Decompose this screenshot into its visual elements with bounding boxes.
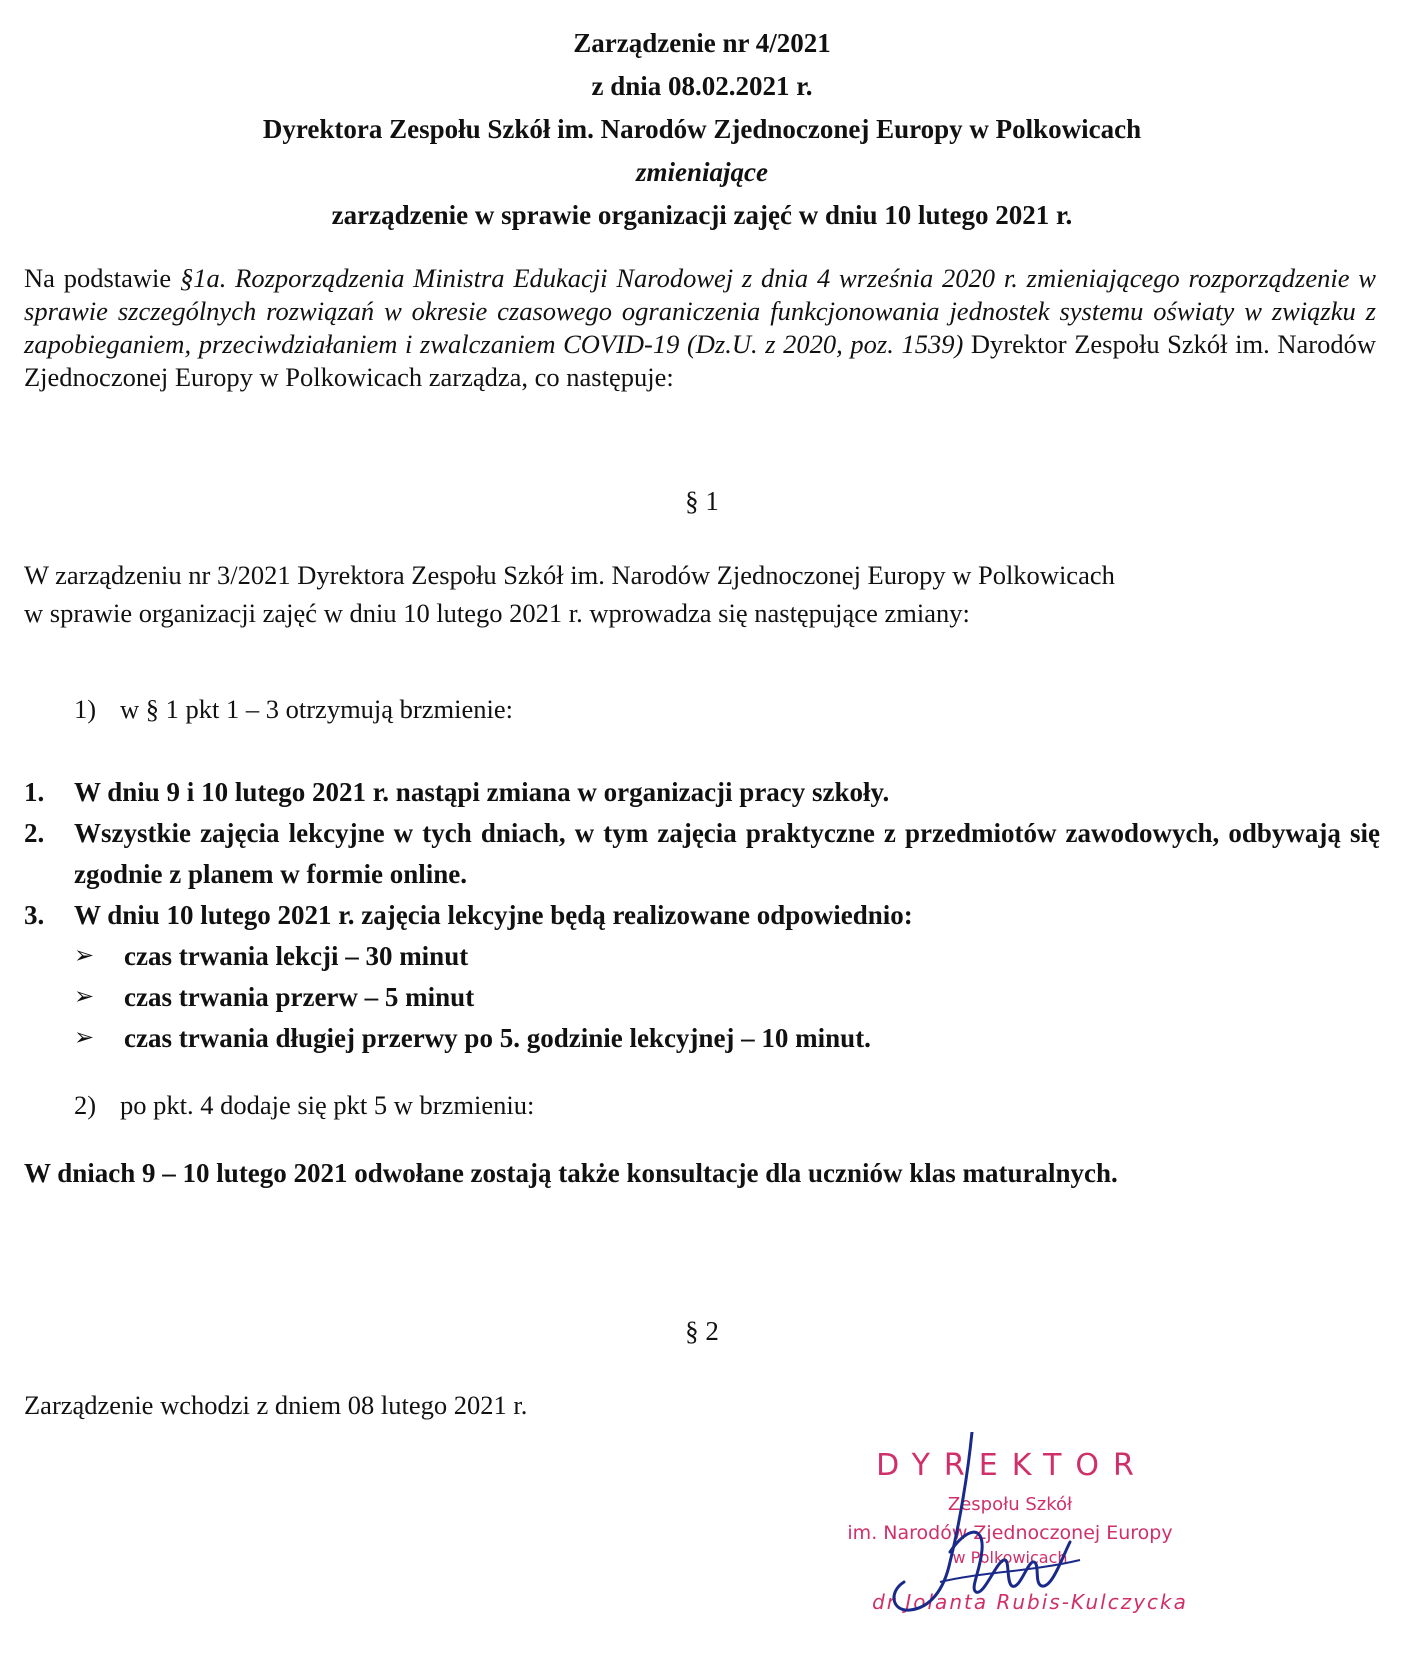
bullet-item bbox=[74, 1018, 1380, 1059]
intro-prefix: Na podstawie bbox=[24, 263, 180, 293]
stamp-line-1: Zespołu Szkół bbox=[947, 1494, 1073, 1515]
change-2-number: 2) bbox=[74, 1090, 97, 1120]
section-2-mark: § 2 bbox=[685, 1316, 719, 1346]
change-2 bbox=[74, 1090, 534, 1121]
stamp-line-3: w Polkowicach bbox=[952, 1548, 1068, 1567]
arrow-bullet-icon: ➢ bbox=[74, 943, 95, 969]
change-1 bbox=[74, 694, 513, 725]
amended-points bbox=[24, 772, 1380, 1059]
list-item bbox=[24, 813, 1380, 895]
point-text: W dniu 10 lutego 2021 r. zajęcia lekcyjne będą realizowane odpowiednio: bbox=[74, 900, 913, 930]
amending-label: zmieniające bbox=[636, 157, 768, 187]
stamp-line-2: im. Narodów Zjednoczonej Europy bbox=[847, 1522, 1173, 1544]
section-1-mark: § 1 bbox=[685, 486, 719, 516]
point-text: Wszystkie zajęcia lekcyjne w tych dniach, w tym zajęcia praktyczne z przedmiotów zawodowych, odbywają się zgodnie z planem w formie online. bbox=[74, 818, 1380, 889]
section-1-intro-line1: W zarządzeniu nr 3/2021 Dyrektora Zespołu Szkół im. Narodów Zjednoczonej Europy w Polkowicach bbox=[24, 560, 1115, 590]
legal-basis-paragraph bbox=[24, 262, 1376, 394]
order-subject: zarządzenie w sprawie organizacji zajęć w dniu 10 lutego 2021 r. bbox=[331, 200, 1073, 230]
issuer: Dyrektora Zespołu Szkół im. Narodów Zjednoczonej Europy w Polkowicach bbox=[262, 114, 1142, 144]
added-point: W dniach 9 – 10 lutego 2021 odwołane zostają także konsultacje dla uczniów klas maturalnych. bbox=[24, 1158, 1118, 1188]
list-item bbox=[24, 772, 1380, 813]
arrow-bullet-icon: ➢ bbox=[74, 1025, 95, 1051]
document-header bbox=[0, 22, 1404, 237]
section-1-intro-line2: w sprawie organizacji zajęć w dniu 10 lutego 2021 r. wprowadza się następujące zmiany: bbox=[24, 598, 970, 628]
point-text: W dniu 9 i 10 lutego 2021 r. nastąpi zmiana w organizacji pracy szkoły. bbox=[74, 777, 890, 807]
change-1-number: 1) bbox=[74, 694, 97, 724]
section-1-intro bbox=[24, 556, 1384, 632]
bullet-text: czas trwania długiej przerwy po 5. godzinie lekcyjnej – 10 minut. bbox=[124, 1023, 871, 1053]
change-1-text: w § 1 pkt 1 – 3 otrzymują brzmienie: bbox=[120, 694, 513, 724]
point-number: 1. bbox=[24, 777, 45, 807]
change-2-text: po pkt. 4 dodaje się pkt 5 w brzmieniu: bbox=[120, 1090, 535, 1120]
point-number: 3. bbox=[24, 900, 45, 930]
bullet-text: czas trwania przerw – 5 minut bbox=[124, 982, 475, 1012]
section-2-text: Zarządzenie wchodzi z dniem 08 lutego 2021 r. bbox=[24, 1390, 528, 1420]
arrow-bullet-icon: ➢ bbox=[74, 984, 95, 1010]
stamp-name: dr Jolanta Rubis-Kulczycka bbox=[872, 1590, 1188, 1614]
intro-suffix: Dyrektor Zespołu Szkół im. Narodów Zjednoczonej Europy w Polkowicach zarządza, co następuje: bbox=[24, 329, 1376, 392]
stamp-title: DYREKTOR bbox=[876, 1448, 1148, 1483]
list-item bbox=[24, 895, 1380, 1059]
bullet-item bbox=[74, 936, 1380, 977]
point-number: 2. bbox=[24, 818, 45, 848]
order-date: z dnia 08.02.2021 r. bbox=[591, 71, 813, 101]
bullet-text: czas trwania lekcji – 30 minut bbox=[124, 941, 469, 971]
bullet-item bbox=[74, 977, 1380, 1018]
handwritten-signature bbox=[880, 1432, 1110, 1632]
order-number: Zarządzenie nr 4/2021 bbox=[573, 28, 831, 58]
legal-basis-citation: §1a. Rozporządzenia Ministra Edukacji Narodowej z dnia 4 września 2020 r. zmieniającego rozporządzenie w sprawie szczególnych rozwiązań w okresie czasowego ograniczenia funkcjonowania jednostek systemu oświaty w związku z zapobieganiem, przeciwdziałaniem i zwalczaniem COVID-19 (Dz.U. z 2020, poz. 1539) bbox=[24, 263, 1376, 359]
